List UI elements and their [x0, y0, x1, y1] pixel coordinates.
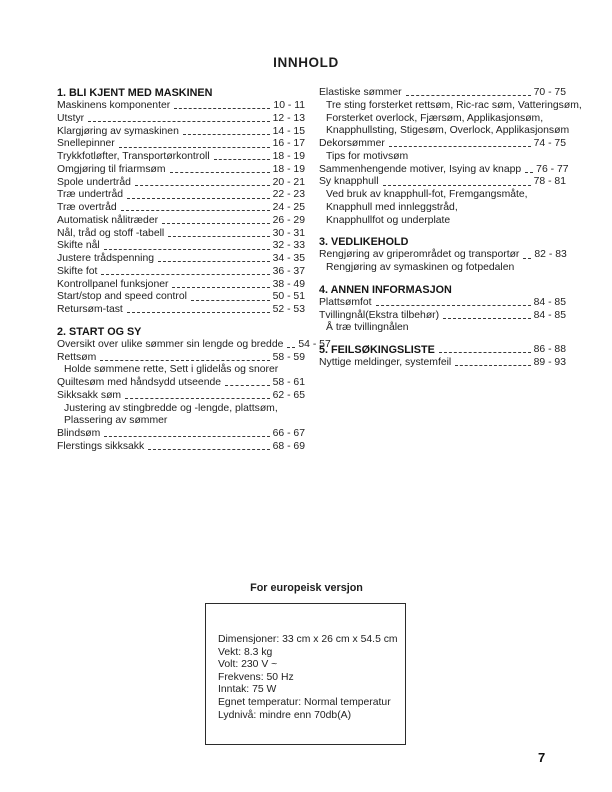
toc-entry-pages: 14 - 15: [272, 125, 305, 137]
toc-leader: [287, 347, 295, 348]
toc-entry-label: Start/stop and speed control: [57, 291, 187, 303]
toc-entry: [57, 279, 305, 292]
toc-leader: [406, 95, 531, 96]
toc-entry-label: Skifte fot: [57, 265, 98, 277]
toc-entry-label: Træ undertråd: [57, 189, 124, 201]
toc-section-heading: 4. ANNEN INFORMASJON: [319, 283, 452, 296]
toc-entry-label: Knapphullsting, Stigesøm, Overlock, Applikasjonsøm: [326, 125, 570, 137]
toc-entry-pages: 36 - 37: [272, 265, 305, 277]
toc-leader: [443, 318, 531, 319]
toc-entry-pages: 52 - 53: [272, 304, 305, 315]
toc-entry-label: Blindsøm: [57, 428, 101, 439]
page-title: INNHOLD: [273, 55, 339, 70]
toc-leader: [214, 159, 270, 160]
toc-leader: [170, 172, 270, 173]
toc-entry-pages: 58 - 59: [272, 351, 305, 363]
toc-entry-pages: 68 - 69: [272, 440, 305, 452]
toc-sub-entry: [319, 215, 566, 228]
toc-entry-pages: 66 - 67: [272, 428, 305, 439]
toc-entry: [57, 291, 305, 304]
toc-column-left: [57, 87, 331, 454]
toc-entry: [57, 240, 305, 253]
toc-leader: [168, 236, 269, 237]
toc-entry: [57, 390, 305, 403]
toc-entry-pages: 32 - 33: [272, 240, 305, 252]
toc-column-right: [319, 87, 582, 370]
toc-entry: [319, 249, 566, 262]
toc-entry: [57, 151, 305, 164]
spec-line: Frekvens: 50 Hz: [218, 671, 294, 683]
toc-entry: [57, 202, 305, 215]
toc-leader: [383, 185, 531, 186]
toc-leader: [101, 274, 269, 275]
spec-box: [205, 603, 406, 745]
toc-sub-entry: [319, 151, 566, 164]
spec-line: Inntak: 75 W: [218, 684, 277, 696]
toc-entry-pages: 10 - 11: [273, 100, 305, 111]
toc-entry: [57, 304, 305, 317]
toc-sub-entry: [319, 322, 566, 335]
toc-entry-label: Omgjøring til friarmsøm: [57, 163, 166, 175]
toc-leader: [191, 300, 270, 301]
toc-entry-label: Retursøm-tast: [57, 304, 123, 315]
toc-leader: [100, 360, 269, 361]
toc-entry: [319, 87, 566, 100]
spec-line: Vekt: 8.3 kg: [218, 646, 273, 658]
toc-entry-label: Rengjøring av griperområdet og transportør: [319, 249, 520, 261]
toc-leader: [455, 365, 530, 366]
toc-entry-label: Rettsøm: [57, 351, 97, 363]
spec-line: Dimensjoner: 33 cm x 26 cm x 54.5 cm: [218, 634, 398, 645]
toc-entry-pages: 22 - 23: [272, 189, 305, 201]
toc-leader: [439, 352, 531, 353]
toc-entry: [57, 189, 305, 202]
toc-entry-label: Dekorsømmer: [319, 138, 385, 149]
toc-entry-label: Tips for motivsøm: [326, 150, 409, 162]
toc-leader: [389, 146, 531, 147]
toc-entry-label: Knapphull med innleggstråd,: [326, 201, 458, 213]
toc-entry: [319, 357, 566, 370]
toc-entry-pages: 20 - 21: [272, 176, 305, 188]
toc-entry-label: Ved bruk av knapphull-fot, Fremgangsmåte,: [326, 189, 528, 200]
toc-entry: [57, 100, 305, 113]
toc-sub-entry: [57, 415, 305, 428]
toc-entry-pages: 89 - 93: [533, 356, 566, 368]
toc-entry-label: Justere trådspenning: [57, 253, 155, 264]
toc-entry-pages: 76 - 77: [536, 163, 569, 175]
toc-entry-label: Oversikt over ulike sømmer sin lengde og bredde: [57, 338, 284, 350]
toc-entry: [319, 344, 566, 357]
toc-entry-pages: 24 - 25: [272, 202, 305, 213]
toc-sub-entry: [319, 125, 570, 138]
toc-entry-pages: 38 - 49: [272, 278, 305, 290]
toc-leader: [104, 249, 270, 250]
toc-leader: [135, 185, 270, 186]
toc-leader: [158, 261, 270, 262]
toc-entry-pages: 78 - 81: [533, 176, 566, 188]
toc-entry-label: Tvillingnål(Ekstra tilbehør): [319, 309, 440, 321]
toc-section-heading: 1. BLI KJENT MED MASKINEN: [57, 87, 213, 99]
toc-leader: [523, 258, 531, 259]
toc-entry-pages: 74 - 75: [533, 138, 566, 149]
toc-entry-pages: 30 - 31: [272, 227, 305, 239]
spec-line: Volt: 230 V ~: [218, 659, 278, 671]
toc-leader: [121, 210, 270, 211]
toc-entry-label: Forsterket overlock, Fjærsøm, Applikasjonsøm,: [326, 112, 544, 124]
toc-entry: [319, 138, 566, 151]
toc-entry-label: Automatisk nålitræder: [57, 214, 159, 226]
toc-entry-label: Rengjøring av symaskinen og fotpedalen: [326, 262, 515, 273]
toc-entry: [319, 176, 566, 189]
toc-entry-label: Sammenhengende motiver, Isying av knapp: [319, 163, 522, 175]
toc-leader: [119, 147, 270, 148]
toc-entry: [57, 126, 305, 139]
toc-entry-label: Klargjøring av symaskinen: [57, 125, 179, 137]
toc-entry-label: Nål, tråd og stoff -tabell: [57, 227, 165, 239]
toc-leader: [525, 172, 533, 173]
toc-entry: [57, 338, 331, 352]
toc-entry-label: Flerstings sikksakk: [57, 440, 145, 452]
toc-entry-label: Spole undertråd: [57, 176, 131, 188]
toc-entry: [319, 163, 569, 177]
toc-entry: [319, 297, 566, 310]
toc-entry: [57, 177, 305, 190]
toc-entry-label: Trykkfotløfter, Transportørkontroll: [57, 151, 210, 162]
toc-section-heading: 2. START OG SY: [57, 325, 142, 338]
toc-entry-label: Snellepinner: [57, 138, 115, 150]
toc-entry-label: Holde sømmene rette, Sett i glidelås og snorer: [64, 364, 279, 376]
toc-entry-pages: 84 - 85: [533, 309, 566, 321]
toc-entry-label: Sikksakk søm: [57, 389, 122, 401]
toc-entry-pages: 26 - 29: [272, 214, 305, 226]
spec-line: Lydnivå: mindre enn 70db(A): [218, 709, 352, 721]
toc-entry-pages: 54 - 57: [298, 338, 331, 350]
toc-entry: [57, 215, 305, 228]
toc-entry: [57, 253, 305, 266]
toc-entry: [57, 441, 305, 454]
toc-sub-entry: [319, 262, 566, 275]
toc-entry-label: Maskinens komponenter: [57, 100, 171, 111]
toc-entry: [57, 377, 305, 390]
toc-entry-label: Knapphullfot og underplate: [326, 214, 451, 226]
toc-leader: [162, 223, 270, 224]
toc-sub-entry: [319, 202, 566, 215]
toc-entry: [57, 266, 305, 279]
toc-leader: [88, 121, 270, 122]
toc-leader: [376, 305, 531, 306]
toc-entry-label: Plassering av sømmer: [64, 415, 168, 427]
toc-leader: [183, 134, 270, 135]
toc-entry-label: Plattsømfot: [319, 296, 372, 308]
toc-entry-pages: 16 - 17: [272, 138, 305, 150]
spec-line: Egnet temperatur: Normal temperatur: [218, 696, 391, 708]
page-number: 7: [538, 750, 546, 765]
toc-entry-pages: 82 - 83: [534, 249, 567, 261]
toc-sub-entry: [319, 99, 582, 113]
toc-entry-label: 5. FEILSØKINGSLISTE: [319, 344, 435, 356]
toc-entry: [57, 228, 305, 241]
toc-entry: [57, 138, 305, 151]
toc-entry-label: Tre sting forsterket rettsøm, Ric-rac søm, Vatteringsøm,: [326, 99, 582, 111]
toc-entry-pages: 70 - 75: [533, 87, 566, 98]
toc-sub-entry: [57, 364, 305, 377]
toc-entry-label: Skifte nål: [57, 240, 100, 252]
toc-entry-label: Kontrollpanel funksjoner: [57, 278, 169, 290]
toc-entry: [57, 164, 305, 177]
toc-entry-pages: 18 - 19: [272, 163, 305, 175]
toc-entry-pages: 58 - 61: [272, 377, 305, 388]
toc-entry-label: Å træ tvillingnålen: [326, 322, 409, 334]
toc-leader: [174, 108, 270, 109]
toc-entry: [57, 428, 305, 441]
toc-leader: [225, 385, 270, 386]
toc-entry-label: Træ overtråd: [57, 202, 117, 213]
toc-sub-entry: [319, 113, 566, 126]
toc-entry-pages: 50 - 51: [272, 291, 305, 303]
toc-leader: [125, 398, 270, 399]
toc-leader: [172, 287, 269, 288]
toc-entry: [57, 352, 305, 365]
toc-sub-entry: [57, 403, 305, 416]
spec-box-title: For europeisk versjon: [250, 582, 363, 594]
toc-leader: [127, 198, 270, 199]
toc-entry-label: Nyttige meldinger, systemfeil: [319, 356, 452, 368]
toc-section-heading: 3. VEDLIKEHOLD: [319, 236, 409, 249]
toc-entry-label: Elastiske sømmer: [319, 87, 402, 98]
toc-entry-pages: 18 - 19: [272, 151, 305, 162]
toc-entry-pages: 62 - 65: [272, 389, 305, 401]
toc-entry-label: Utstyr: [57, 112, 85, 124]
toc-leader: [127, 312, 270, 313]
toc-leader: [148, 449, 269, 450]
toc-entry-pages: 84 - 85: [533, 296, 566, 308]
spec-area: [205, 582, 408, 745]
toc-sub-entry: [319, 189, 566, 202]
toc-entry-pages: 86 - 88: [533, 344, 566, 355]
toc-entry: [319, 310, 566, 323]
toc-entry-pages: 12 - 13: [272, 112, 305, 124]
toc-entry: [57, 113, 305, 126]
toc-leader: [104, 436, 269, 437]
toc-entry-label: Justering av stingbredde og -lengde, plattsøm,: [64, 402, 278, 414]
toc-entry-label: Sy knapphull: [319, 176, 379, 188]
toc-entry-pages: 34 - 35: [272, 253, 305, 264]
toc-entry-label: Quiltesøm med håndsydd utseende: [57, 377, 222, 388]
